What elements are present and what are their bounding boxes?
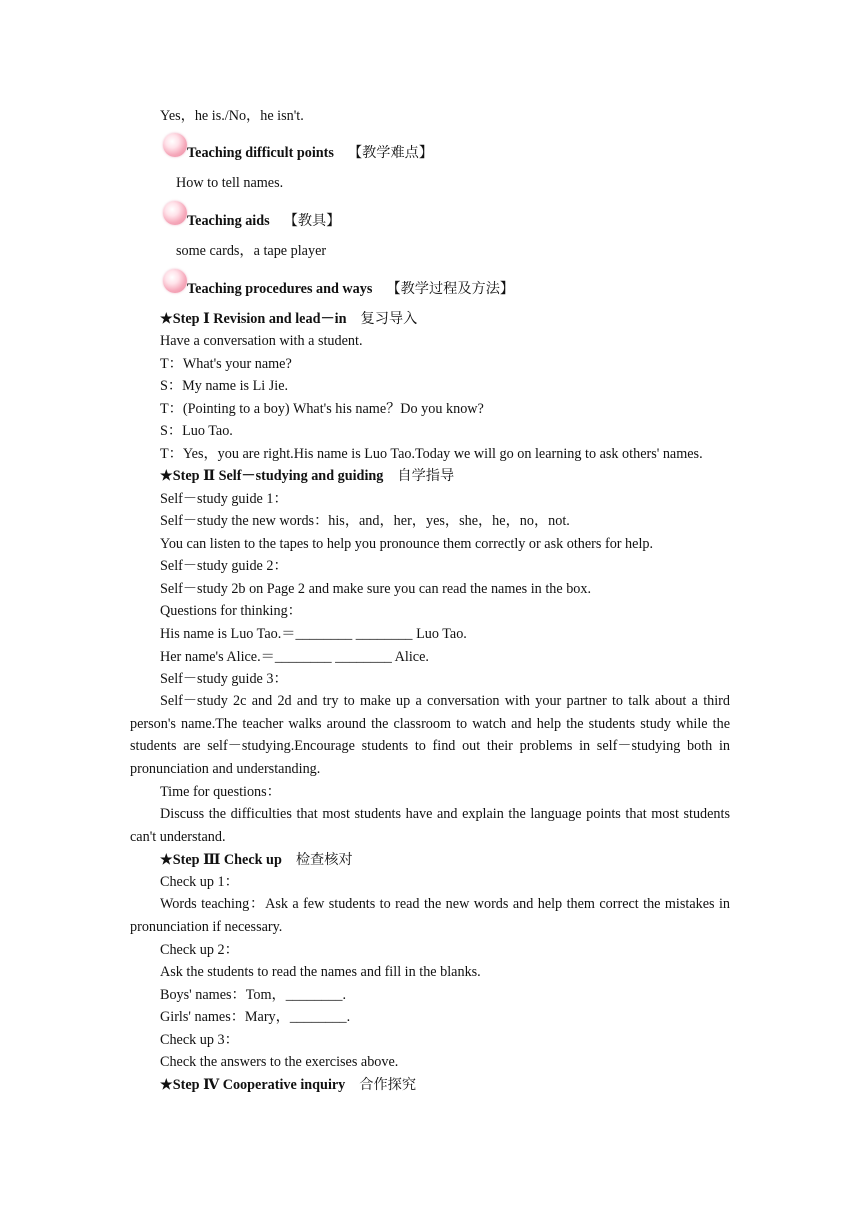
answer-line: Yes，he is./No，he isn't. bbox=[160, 108, 304, 124]
body-line: S：Luo Tao. bbox=[160, 423, 233, 439]
body-line: some cards，a tape player bbox=[176, 243, 327, 259]
body-paragraph: Discuss the difficulties that most students have and explain the language points that most students can't understand. bbox=[130, 806, 730, 845]
body-line: T：Yes，you are right.His name is Luo Tao.Today we will go on learning to ask others' names. bbox=[160, 446, 703, 462]
body-line: Self－study guide 3： bbox=[160, 671, 288, 687]
step-heading: ★Step Ⅳ Cooperative inquiry 合作探究 bbox=[160, 1077, 417, 1093]
section-title: Teaching difficult points bbox=[187, 145, 334, 161]
section-title: Teaching procedures and ways bbox=[187, 281, 373, 297]
body-paragraph: Self－study 2c and 2d and try to make up a conversation with your partner to talk about a third person's name.The teacher walks around the classroom to watch and help the students study while the students are self－studying.Encourage students to find out their problems in self－studying both in pronunciation and understanding. bbox=[130, 693, 730, 777]
body-line: How to tell names. bbox=[176, 175, 284, 191]
pink-bullet-icon bbox=[163, 133, 187, 157]
body-line: T：(Pointing to a boy) What's his name？Do you know? bbox=[160, 401, 484, 417]
section-title: Teaching aids bbox=[187, 213, 270, 229]
body-line: Questions for thinking： bbox=[160, 603, 302, 619]
pink-bullet-icon bbox=[163, 269, 187, 293]
body-line: Boys' names：Tom，________. bbox=[160, 987, 346, 1003]
body-line: Check up 3： bbox=[160, 1032, 239, 1048]
body-line: Her name's Alice.＝________ ________ Alice. bbox=[160, 649, 429, 665]
section-title-cn: 【教学难点】 bbox=[347, 145, 434, 161]
body-line: T：What's your name? bbox=[160, 356, 292, 372]
body-line: His name is Luo Tao.＝________ ________ Luo Tao. bbox=[160, 626, 467, 642]
body-line: Self－study guide 1： bbox=[160, 491, 288, 507]
body-line: Self－study the new words：his，and，her，yes，she，he，no，not. bbox=[160, 513, 570, 529]
section-title-cn: 【教学过程及方法】 bbox=[386, 281, 515, 297]
body-line: Have a conversation with a student. bbox=[160, 333, 363, 349]
body-line: Self－study 2b on Page 2 and make sure you can read the names in the box. bbox=[160, 581, 592, 597]
step-heading: ★Step Ⅰ Revision and lead－in 复习导入 bbox=[160, 311, 418, 327]
body-line: Time for questions： bbox=[160, 784, 281, 800]
body-line: Check up 2： bbox=[160, 942, 239, 958]
body-line: Girls' names：Mary，________. bbox=[160, 1009, 351, 1025]
body-line: S：My name is Li Jie. bbox=[160, 378, 289, 394]
section-title-cn: 【教具】 bbox=[283, 213, 341, 229]
body-line: Check up 1： bbox=[160, 874, 239, 890]
step-heading: ★Step Ⅱ Self－studying and guiding 自学指导 bbox=[160, 468, 455, 484]
step-heading: ★Step Ⅲ Check up 检查核对 bbox=[160, 852, 353, 868]
body-line: Self－study guide 2： bbox=[160, 558, 288, 574]
body-paragraph: Words teaching：Ask a few students to read the new words and help them correct the mistakes in pronunciation if necessary. bbox=[130, 896, 730, 935]
pink-bullet-icon bbox=[163, 201, 187, 225]
body-line: Ask the students to read the names and fill in the blanks. bbox=[160, 964, 481, 980]
body-line: You can listen to the tapes to help you pronounce them correctly or ask others for help. bbox=[160, 536, 654, 552]
body-line: Check the answers to the exercises above. bbox=[160, 1054, 399, 1070]
